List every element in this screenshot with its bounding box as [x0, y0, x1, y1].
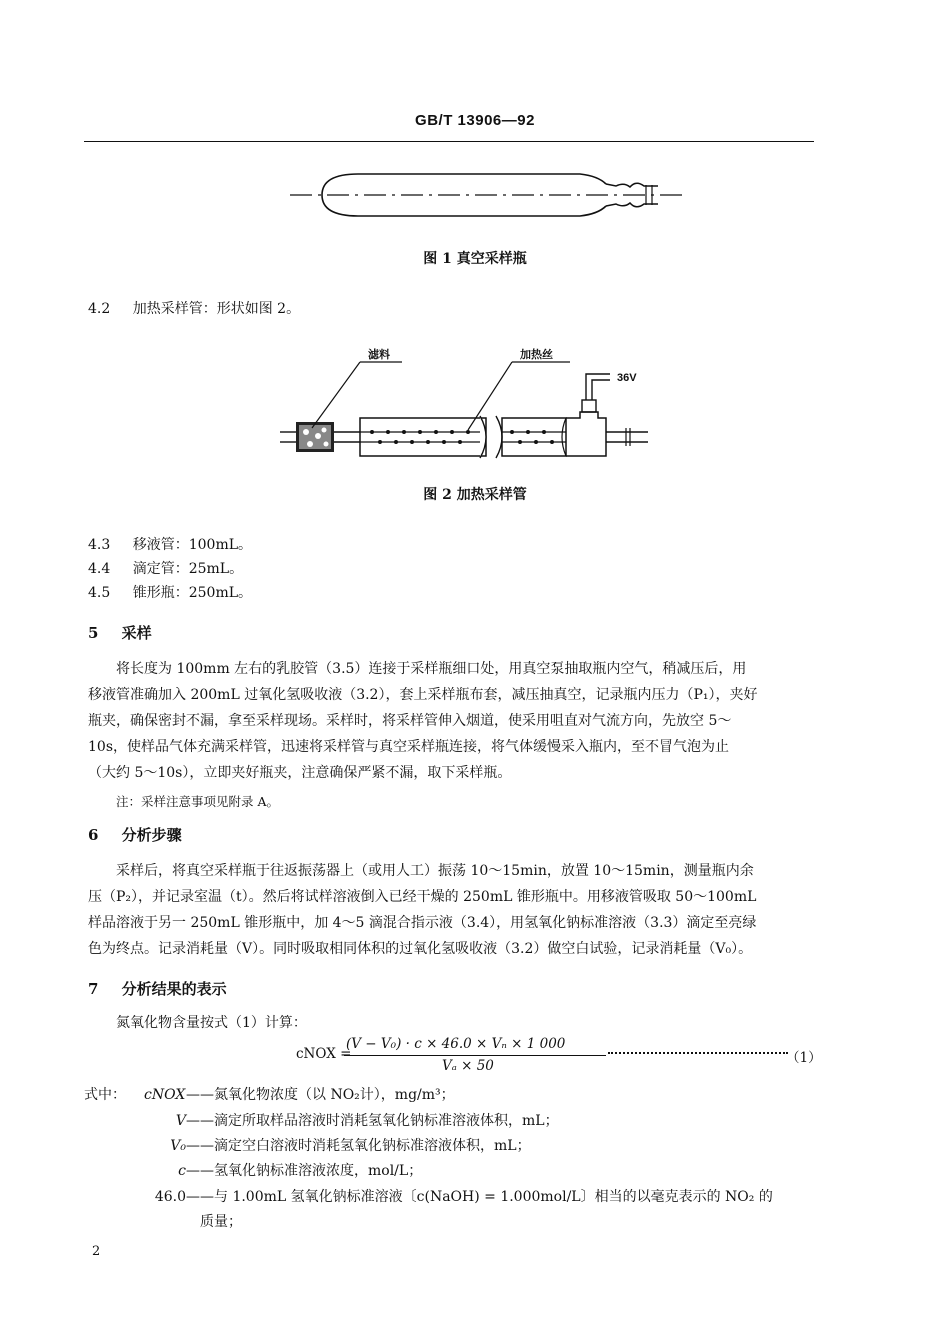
clause-text: 滴定管：25mL。 — [132, 561, 244, 577]
dot-leader — [608, 1052, 788, 1054]
definition-text: ——滴定所取样品溶液时消耗氢氧化钠标准溶液体积，mL； — [186, 1113, 559, 1129]
definition-text: ——与 1.00mL 氢氧化钠标准溶液〔c(NaOH) = 1.000mol/L〕相当的以毫克表示的 NO₂ 的 — [186, 1189, 773, 1205]
clause-4-5 — [88, 584, 252, 602]
section-5-body — [88, 656, 818, 786]
definition-text: ——氢氧化钠标准溶液浓度，mol/L； — [186, 1163, 423, 1179]
clause-4-4 — [88, 560, 243, 578]
section-title: 采样 — [121, 624, 152, 642]
definition-symbol: V — [175, 1113, 186, 1129]
section-6-body — [88, 858, 818, 962]
clause-number: 4.4 — [88, 561, 111, 577]
where-label: 式中： — [84, 1087, 126, 1103]
section-title: 分析步骤 — [121, 826, 182, 844]
definition-symbol: 46.0 — [154, 1189, 186, 1205]
clause-text: 加热采样管：形状如图 2。 — [132, 301, 301, 317]
clause-number: 4.5 — [88, 585, 111, 601]
section-6-heading — [88, 824, 182, 845]
section-7-heading — [88, 978, 227, 999]
paragraph-line: 采样后，将真空采样瓶于往返振荡器上（或用人工）振荡 10～15min，放置 10～15min，测量瓶内余 — [116, 863, 754, 879]
definition-text: ——氮氧化物浓度（以 NO₂计），mg/m³； — [186, 1087, 455, 1103]
vacuum-sampling-bottle-figure — [280, 160, 700, 230]
paragraph-line: 样品溶液于另一 250mL 锥形瓶中，加 4～5 滴混合指示液（3.4），用氢氧化钠标准溶液（3.3）滴定至亮绿 — [88, 915, 757, 931]
heater-wire-label: 加热丝 — [520, 348, 553, 361]
paragraph-line: 瓶夹，确保密封不漏，拿至采样现场。采样时，将采样管伸入烟道，使采用咀直对气流方向，先放空 5～ — [88, 713, 732, 729]
section-number: 5 — [88, 624, 99, 642]
paragraph-line: 10s，使样品气体充满采样管，迅速将采样管与真空采样瓶连接，将气体缓慢采入瓶内，至不冒气泡为止 — [88, 739, 729, 755]
clause-number: 4.2 — [88, 301, 111, 317]
formula-denominator: Vₐ × 50 — [442, 1058, 494, 1074]
formula-intro: 氮氧化物含量按式（1）计算： — [116, 1015, 307, 1031]
section-number: 6 — [88, 826, 99, 844]
section-5-note: 注：采样注意事项见附录 A。 — [116, 794, 280, 809]
definition-text: ——滴定空白溶液时消耗氢氧化钠标准溶液体积，mL； — [186, 1138, 531, 1154]
fraction-bar — [344, 1055, 606, 1056]
page-number: 2 — [92, 1244, 101, 1259]
paragraph-line: （大约 5～10s），立即夹好瓶夹，注意确保严紧不漏，取下采样瓶。 — [88, 765, 512, 781]
figure1-caption: 图 1 真空采样瓶 — [423, 251, 527, 267]
definition-symbol: c — [178, 1163, 186, 1179]
heated-sampling-tube-figure — [280, 340, 660, 470]
definition-symbol: V₀ — [170, 1138, 186, 1154]
paragraph-line: 将长度为 100mm 左右的乳胶管（3.5）连接于采样瓶细口处，用真空泵抽取瓶内空气，稍减压后，用 — [116, 661, 747, 677]
definition-continuation: 质量； — [200, 1214, 242, 1230]
figure2-caption: 图 2 加热采样管 — [423, 487, 527, 503]
clause-4-2 — [88, 300, 300, 318]
voltage-label: 36V — [617, 372, 637, 384]
paragraph-line: 压（P₂），并记录室温（t）。然后将试样溶液倒入已经干燥的 250mL 锥形瓶中。用移液管吸取 50～100mL — [88, 889, 757, 905]
formula-numerator: (V − V₀) · c × 46.0 × Vₙ × 1 000 — [346, 1036, 566, 1052]
clause-text: 锥形瓶：250mL。 — [132, 585, 253, 601]
clause-number: 4.3 — [88, 537, 111, 553]
clause-4-3 — [88, 536, 252, 554]
paragraph-line: 色为终点。记录消耗量（V）。同时吸取相同体积的过氧化氢吸收液（3.2）做空白试验，记录消耗量（V₀）。 — [88, 941, 753, 957]
clause-text: 移液管：100mL。 — [132, 537, 253, 553]
section-5-heading — [88, 622, 152, 643]
standard-header: GB/T 13906—92 — [415, 112, 535, 129]
paragraph-line: 移液管准确加入 200mL 过氧化氢吸收液（3.2），套上采样瓶布套，减压抽真空，记录瓶内压力（P₁），夹好 — [88, 687, 758, 703]
definition-symbol: cNOX — [144, 1087, 186, 1103]
section-number: 7 — [88, 980, 99, 998]
header-rule — [84, 141, 814, 142]
formula-lhs: cNOX = — [296, 1046, 352, 1062]
equation-number: （1） — [786, 1050, 822, 1066]
filter-label: 滤料 — [368, 348, 390, 361]
section-title: 分析结果的表示 — [121, 980, 227, 998]
